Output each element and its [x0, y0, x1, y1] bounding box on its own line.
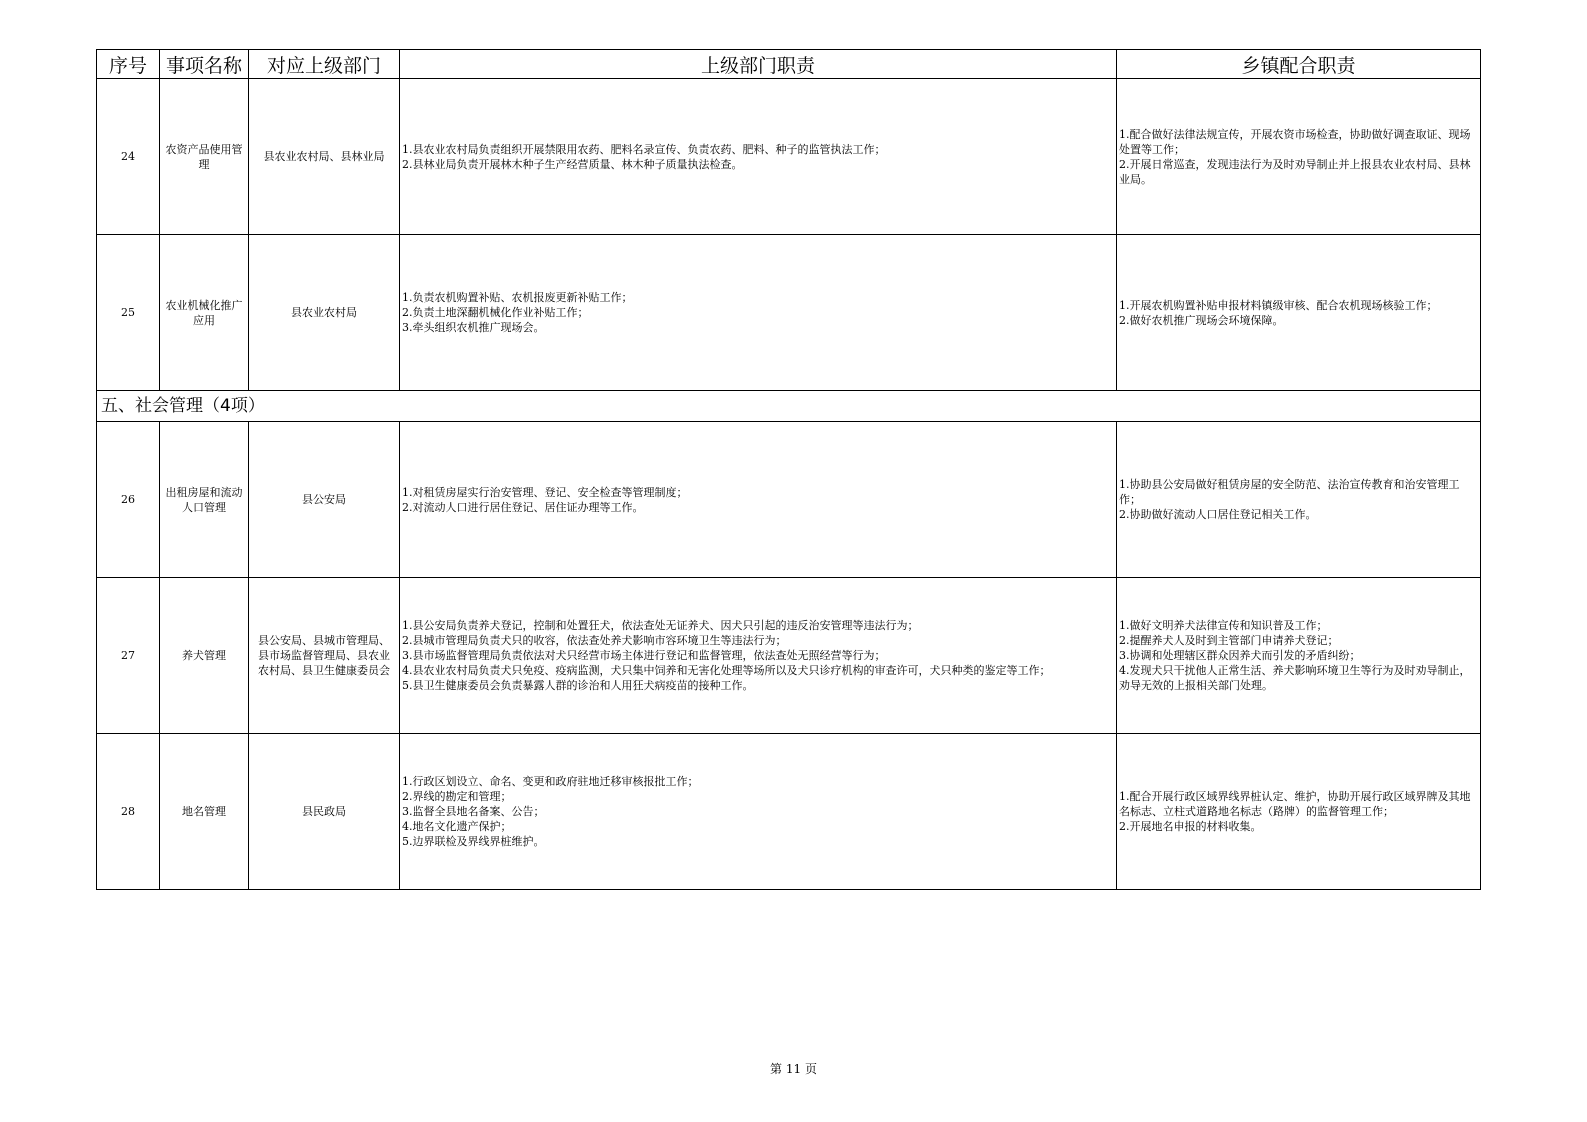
row-no: 27 [97, 578, 160, 734]
row-no: 28 [97, 734, 160, 890]
duty-line: 2.县城市管理局负责犬只的收容，依法查处养犬影响市容环境卫生等违法行为； [402, 634, 787, 647]
row-name: 农业机械化推广应用 [160, 235, 249, 391]
duty-line: 2.县林业局负责开展林木种子生产经营质量、林木种子质量执法检查。 [402, 157, 743, 171]
row-dept: 县农业农村局 [249, 235, 400, 391]
row-dept: 县公安局 [249, 422, 400, 578]
duty-line: 1.做好文明养犬法律宣传和知识普及工作； [1119, 619, 1328, 632]
header-no: 序号 [97, 50, 160, 79]
row-upper-duty [400, 422, 1117, 578]
table-row [97, 235, 1481, 391]
duty-line: 3.监督全县地名备案、公告； [402, 805, 545, 818]
row-town-duty [1117, 79, 1481, 235]
row-no: 24 [97, 79, 160, 235]
duty-line: 4.发现犬只干扰他人正常生活、养犬影响环境卫生等行为及时劝导制止，劝导无效的上报相关部门处理。 [1119, 664, 1471, 692]
duty-line: 3.牵头组织农机推广现场会。 [402, 321, 545, 334]
duty-line: 2.开展日常巡查，发现违法行为及时劝导制止并上报县农业农村局、县林业局。 [1119, 157, 1471, 186]
row-no: 25 [97, 235, 160, 391]
row-no: 26 [97, 422, 160, 578]
duty-line: 1.协助县公安局做好租赁房屋的安全防范、法治宣传教育和治安管理工作； [1119, 478, 1460, 506]
duty-line: 1.行政区划设立、命名、变更和政府驻地迁移审核报批工作； [402, 775, 699, 788]
duty-table [96, 49, 1481, 890]
duty-line: 4.地名文化遗产保护； [402, 820, 512, 833]
page-number: 第 11 页 [770, 1062, 817, 1076]
table-row [97, 578, 1481, 734]
section-row [97, 391, 1481, 422]
row-name: 农资产品使用管理 [160, 79, 249, 235]
duty-line: 2.提醒养犬人及时到主管部门申请养犬登记； [1119, 634, 1339, 647]
duty-line: 4.县农业农村局负责犬只免疫、疫病监测，犬只集中饲养和无害化处理等场所以及犬只诊疗机构的审查许可，犬只种类的鉴定等工作； [402, 664, 1051, 677]
header-dept: 对应上级部门 [249, 50, 400, 79]
header-upper-duty: 上级部门职责 [400, 50, 1117, 79]
duty-line: 1.配合做好法律法规宣传，开展农资市场检查，协助做好调查取证、现场处置等工作； [1119, 127, 1471, 156]
duty-line: 2.对流动人口进行居住登记、居住证办理等工作。 [402, 500, 644, 514]
duty-line: 5.边界联检及界线界桩维护。 [402, 835, 545, 848]
row-town-duty [1117, 578, 1481, 734]
section-title: 五、社会管理（4项） [97, 391, 1481, 422]
row-dept: 县农业农村局、县林业局 [249, 79, 400, 235]
duty-line: 1.对租赁房屋实行治安管理、登记、安全检查等管理制度； [402, 485, 688, 499]
row-upper-duty [400, 734, 1117, 890]
duty-line: 2.做好农机推广现场会环境保障。 [1119, 313, 1284, 327]
duty-line: 2.负责土地深翻机械化作业补贴工作； [402, 306, 589, 319]
row-name: 出租房屋和流动人口管理 [160, 422, 249, 578]
row-town-duty [1117, 734, 1481, 890]
table-row [97, 79, 1481, 235]
row-town-duty [1117, 422, 1481, 578]
row-name: 养犬管理 [160, 578, 249, 734]
table-row [97, 734, 1481, 890]
table-row [97, 422, 1481, 578]
header-name: 事项名称 [160, 50, 249, 79]
duty-line: 1.开展农机购置补贴申报材料镇级审核、配合农机现场核验工作； [1119, 298, 1438, 312]
row-name: 地名管理 [160, 734, 249, 890]
row-dept: 县公安局、县城市管理局、县市场监督管理局、县农业农村局、县卫生健康委员会 [249, 578, 400, 734]
duty-line: 1.负责农机购置补贴、农机报废更新补贴工作； [402, 291, 633, 304]
header-town-duty: 乡镇配合职责 [1117, 50, 1481, 79]
duty-line: 2.界线的勘定和管理； [402, 790, 512, 803]
duty-line: 5.县卫生健康委员会负责暴露人群的诊治和人用狂犬病疫苗的接种工作。 [402, 679, 754, 692]
header-row [97, 50, 1481, 79]
duty-line: 1.县公安局负责养犬登记，控制和处置狂犬，依法查处无证养犬、因犬只引起的违反治安管理等违法行为； [402, 619, 919, 632]
duty-line: 3.县市场监督管理局负责依法对犬只经营市场主体进行登记和监督管理，依法查处无照经营等行为； [402, 649, 886, 662]
duty-line: 3.协调和处理辖区群众因养犬而引发的矛盾纠纷； [1119, 649, 1361, 662]
row-town-duty [1117, 235, 1481, 391]
duty-line: 1.县农业农村局负责组织开展禁限用农药、肥料名录宣传、负责农药、肥料、种子的监管执法工作； [402, 142, 886, 156]
row-dept: 县民政局 [249, 734, 400, 890]
row-upper-duty [400, 578, 1117, 734]
duty-line: 2.开展地名申报的材料收集。 [1119, 820, 1262, 833]
duty-line: 1.配合开展行政区域界线界桩认定、维护，协助开展行政区域界牌及其地名标志、立柱式道路地名标志（路牌）的监督管理工作； [1119, 790, 1471, 818]
duty-line: 2.协助做好流动人口居住登记相关工作。 [1119, 508, 1317, 521]
row-upper-duty [400, 235, 1117, 391]
row-upper-duty [400, 79, 1117, 235]
